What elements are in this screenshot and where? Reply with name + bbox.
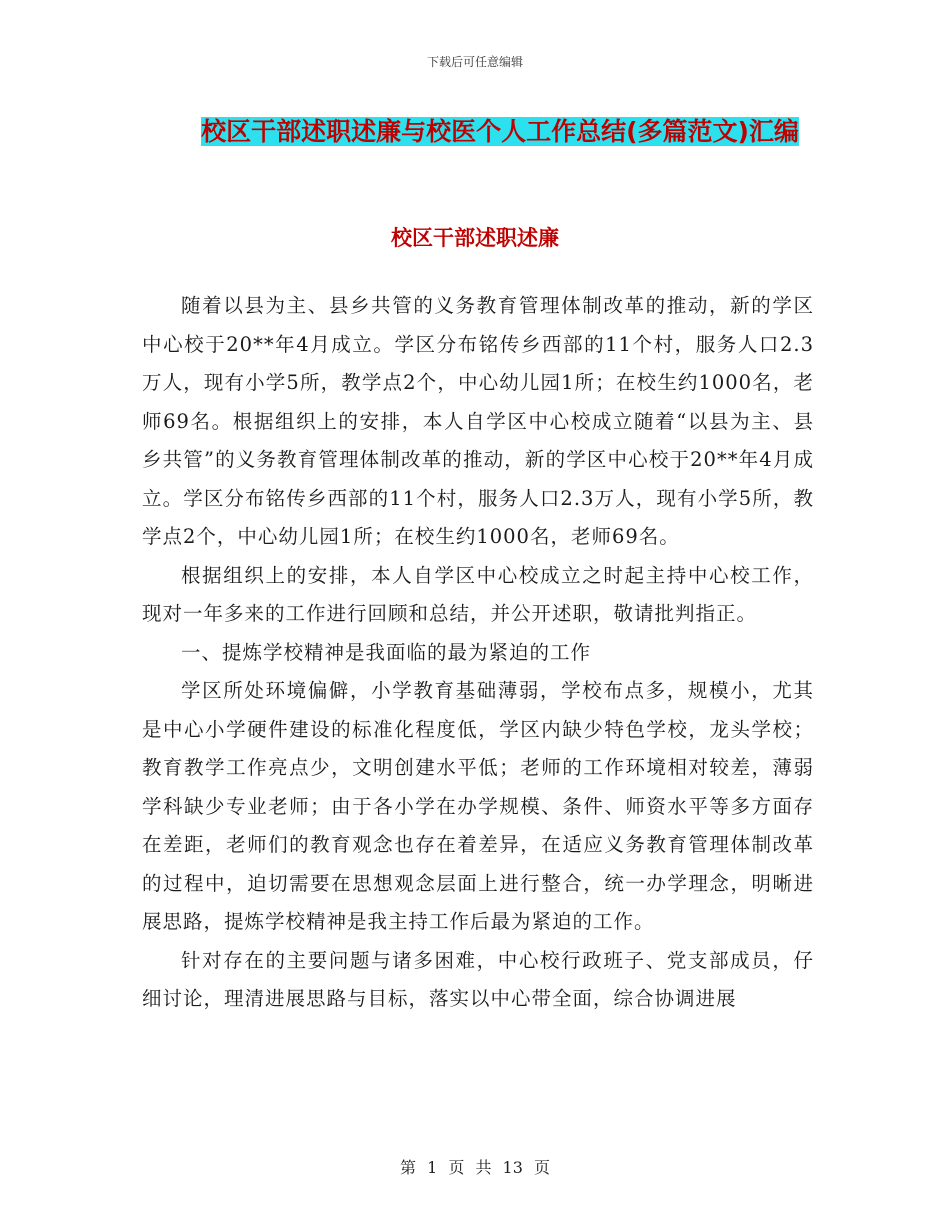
body-text (142, 287, 814, 1019)
paragraph-heading: 一、提炼学校精神是我面临的最为紧迫的工作 (181, 640, 592, 664)
paragraph: 根据组织上的安排，本人自学区中心校成立之时起主持中心校工作，现对一年多来的工作进行回顾和总结，并公开述职，敬请批判指正。 (142, 563, 814, 625)
section-title: 校区干部述职述廉 (391, 226, 559, 250)
paragraph: 学区所处环境偏僻，小学教育基础薄弱，学校布点多，规模小，尤其是中心小学硬件建设的标准化程度低，学区内缺少特色学校，龙头学校；教育教学工作亮点少，文明创建水平低；老师的工作环境相对较差，薄弱学科缺少专业老师；由于各小学在办学规模、条件、师资水平等多方面存在差距，老师们的教育观念也存在着差异，在适应义务教育管理体制改革的过程中，迫切需要在思想观念层面上进行整合，统一办学理念，明晰进展思路，提炼学校精神是我主持工作后最为紧迫的工作。 (142, 679, 814, 933)
page-footer: 第 1 页 共 13 页 (400, 1158, 550, 1177)
paragraph: 针对存在的主要问题与诸多困难，中心校行政班子、党支部成员，仔细讨论，理清进展思路与目标，落实以中心带全面，综合协调进展 (142, 948, 814, 1010)
header-note: 下载后可任意编辑 (426, 55, 523, 69)
paragraph: 随着以县为主、县乡共管的义务教育管理体制改革的推动，新的学区中心校于20**年4月成立。学区分布铭传乡西部的11个村，服务人口2.3万人，现有小学5所，教学点2个，中心幼儿园1所；在校生约1000名，老师69名。根据组织上的安排，本人自学区中心校成立随着“以县为主、县乡共管”的义务教育管理体制改革的推动，新的学区中心校于20**年4月成立。学区分布铭传乡西部的11个村，服务人口2.3万人，现有小学5所，教学点2个，中心幼儿园1所；在校生约1000名，老师69名。 (142, 294, 814, 548)
document-title-text: 校区干部述职述廉与校医个人工作总结(多篇范文)汇编 (201, 117, 799, 146)
document-title (190, 108, 810, 156)
